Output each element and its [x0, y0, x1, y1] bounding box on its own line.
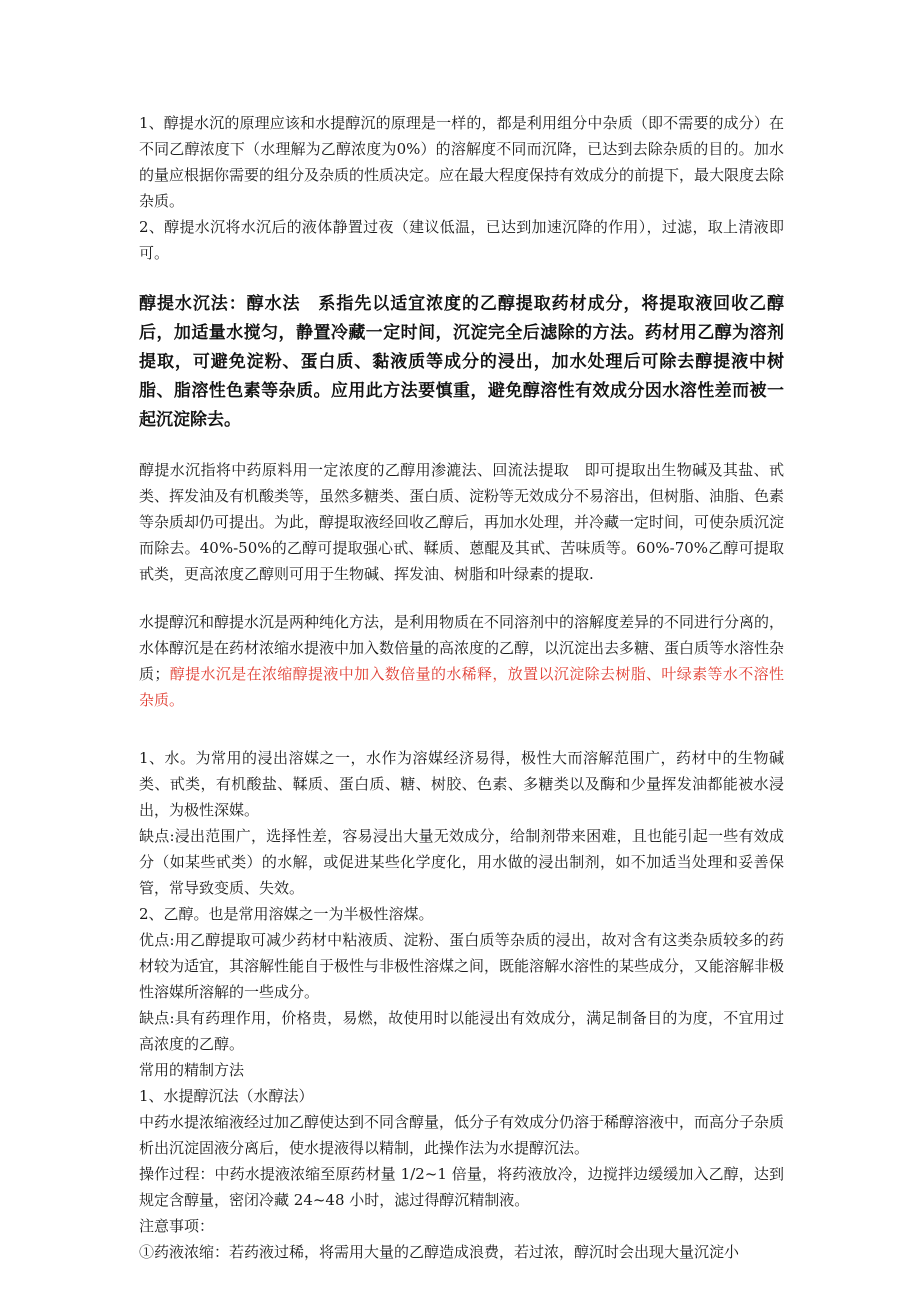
- comparison-text: 水提醇沉和醇提水沉是两种纯化方法，是利用物质在不同溶剂中的溶解度差异的不同进行分离的，水体醇沉是在药材浓缩水提液中加入数倍量的高浓度的乙醇，以沉淀出去多糖、蛋白质等水溶性杂质；: [139, 613, 785, 683]
- paragraph-water: 1、水。为常用的浸出溶媒之一，水作为溶媒经济易得，极性大而溶解范围广，药材中的生物碱类、甙类，有机酸盐、鞣质、蛋白质、糖、树胶、色素、多糖类以及酶和少量挥发油都能被水浸出，为极性深媒。: [139, 749, 784, 819]
- solvent-section: [139, 745, 784, 1265]
- heading-water-ethanol-method: 1、水提醇沉法（水醇法）: [139, 1087, 314, 1105]
- paragraph-ethanol: 2、乙醇。也是常用溶媒之一为半极性溶煤。: [139, 905, 434, 923]
- highlighted-text: 醇提水沉是在浓缩醇提液中加入数倍量的水稀释，放置以沉淀除去树脂、叶绿素等水不溶性杂质。: [139, 665, 784, 709]
- paragraph-operation-process: 操作过程：中药水提液浓缩至原药材量 1/2~1 倍量，将药液放冷，边搅拌边缓缓加入乙醇，达到规定含醇量，密闭冷藏 24~48 小时，滤过得醇沉精制液。: [139, 1165, 784, 1209]
- document-page: [139, 110, 784, 1265]
- paragraph-ethanol-extraction: 醇提水沉指将中药原料用一定浓度的乙醇用渗漉法、回流法提取 即可提取出生物碱及其盐、甙类、挥发油及有机酸类等，虽然多糖类、蛋白质、淀粉等无效成分不易溶出，但树脂、油脂、色素等杂质却仍可提出。为此，醇提取液经回收乙醇后，再加水处理，并冷藏一定时间，可使杂质沉淀而除去。40%-50%的乙醇可提取强心甙、鞣质、蒽醌及其甙、苦味质等。60%-70%乙醇可提取甙类，更高浓度乙醇则可用于生物碱、挥发油、树脂和叶绿素的提取.: [139, 461, 785, 583]
- paragraph-concentration-note: ①药液浓缩：若药液过稀，将需用大量的乙醇造成浪费，若过浓，醇沉时会出现大量沉淀小: [139, 1243, 740, 1261]
- heading-refining-methods: 常用的精制方法: [139, 1061, 245, 1079]
- paragraph-ethanol-drawbacks: 缺点:具有药理作用，价格贵，易燃，故使用时以能浸出有效成分，满足制备目的为度，不宜用过高浓度的乙醇。: [139, 1009, 784, 1053]
- heading-precautions: 注意事项：: [139, 1217, 215, 1235]
- paragraph-ethanol-advantages: 优点:用乙醇提取可减少药材中粘液质、淀粉、蛋白质等杂质的浸出，故对含有这类杂质较多的药材较为适宜，其溶解性能自于极性与非极性溶煤之间，既能溶解水溶性的某些成分，又能溶解非极性溶媒所溶解的一些成分。: [139, 931, 785, 1001]
- paragraph-water-drawbacks: 缺点:浸出范围广，选择性差，容易浸出大量无效成分，给制剂带来困难，且也能引起一些有效成分（如某些甙类）的水解，或促进某些化学度化，用水做的浸出制剂，如不加适当处理和妥善保管，常导致变质、失效。: [139, 827, 784, 897]
- paragraph-principle: 1、醇提水沉的原理应该和水提醇沉的原理是一样的，都是利用组分中杂质（即不需要的成分）在不同乙醇浓度下（水理解为乙醇浓度为0%）的溶解度不同而沉降，已达到去除杂质的目的。加水的量应根据你需要的组分及杂质的性质决定。应在最大程度保持有效成分的前提下，最大限度去除杂质。: [139, 114, 785, 210]
- paragraph-method-description: 中药水提浓缩液经过加乙醇使达到不同含醇量，低分子有效成分仍溶于稀醇溶液中，而高分子杂质析出沉淀固液分离后，使水提液得以精制，此操作法为水提醇沉法。: [139, 1113, 785, 1157]
- paragraph-definition-bold: 醇提水沉法：醇水法 系指先以适宜浓度的乙醇提取药材成分，将提取液回收乙醇后，加适量水搅匀，静置冷藏一定时间，沉淀完全后滤除的方法。药材用乙醇为溶剂提取，可避免淀粉、蛋白质、黏液质等成分的浸出，加水处理后可除去醇提液中树脂、脂溶性色素等杂质。应用此方法要慎重，避免醇溶性有效成分因水溶性差而被一起沉淀除去。: [139, 294, 784, 430]
- paragraph-comparison: [139, 609, 784, 713]
- paragraph-procedure: 2、醇提水沉将水沉后的液体静置过夜（建议低温，已达到加速沉降的作用），过滤，取上清液即可。: [139, 218, 784, 262]
